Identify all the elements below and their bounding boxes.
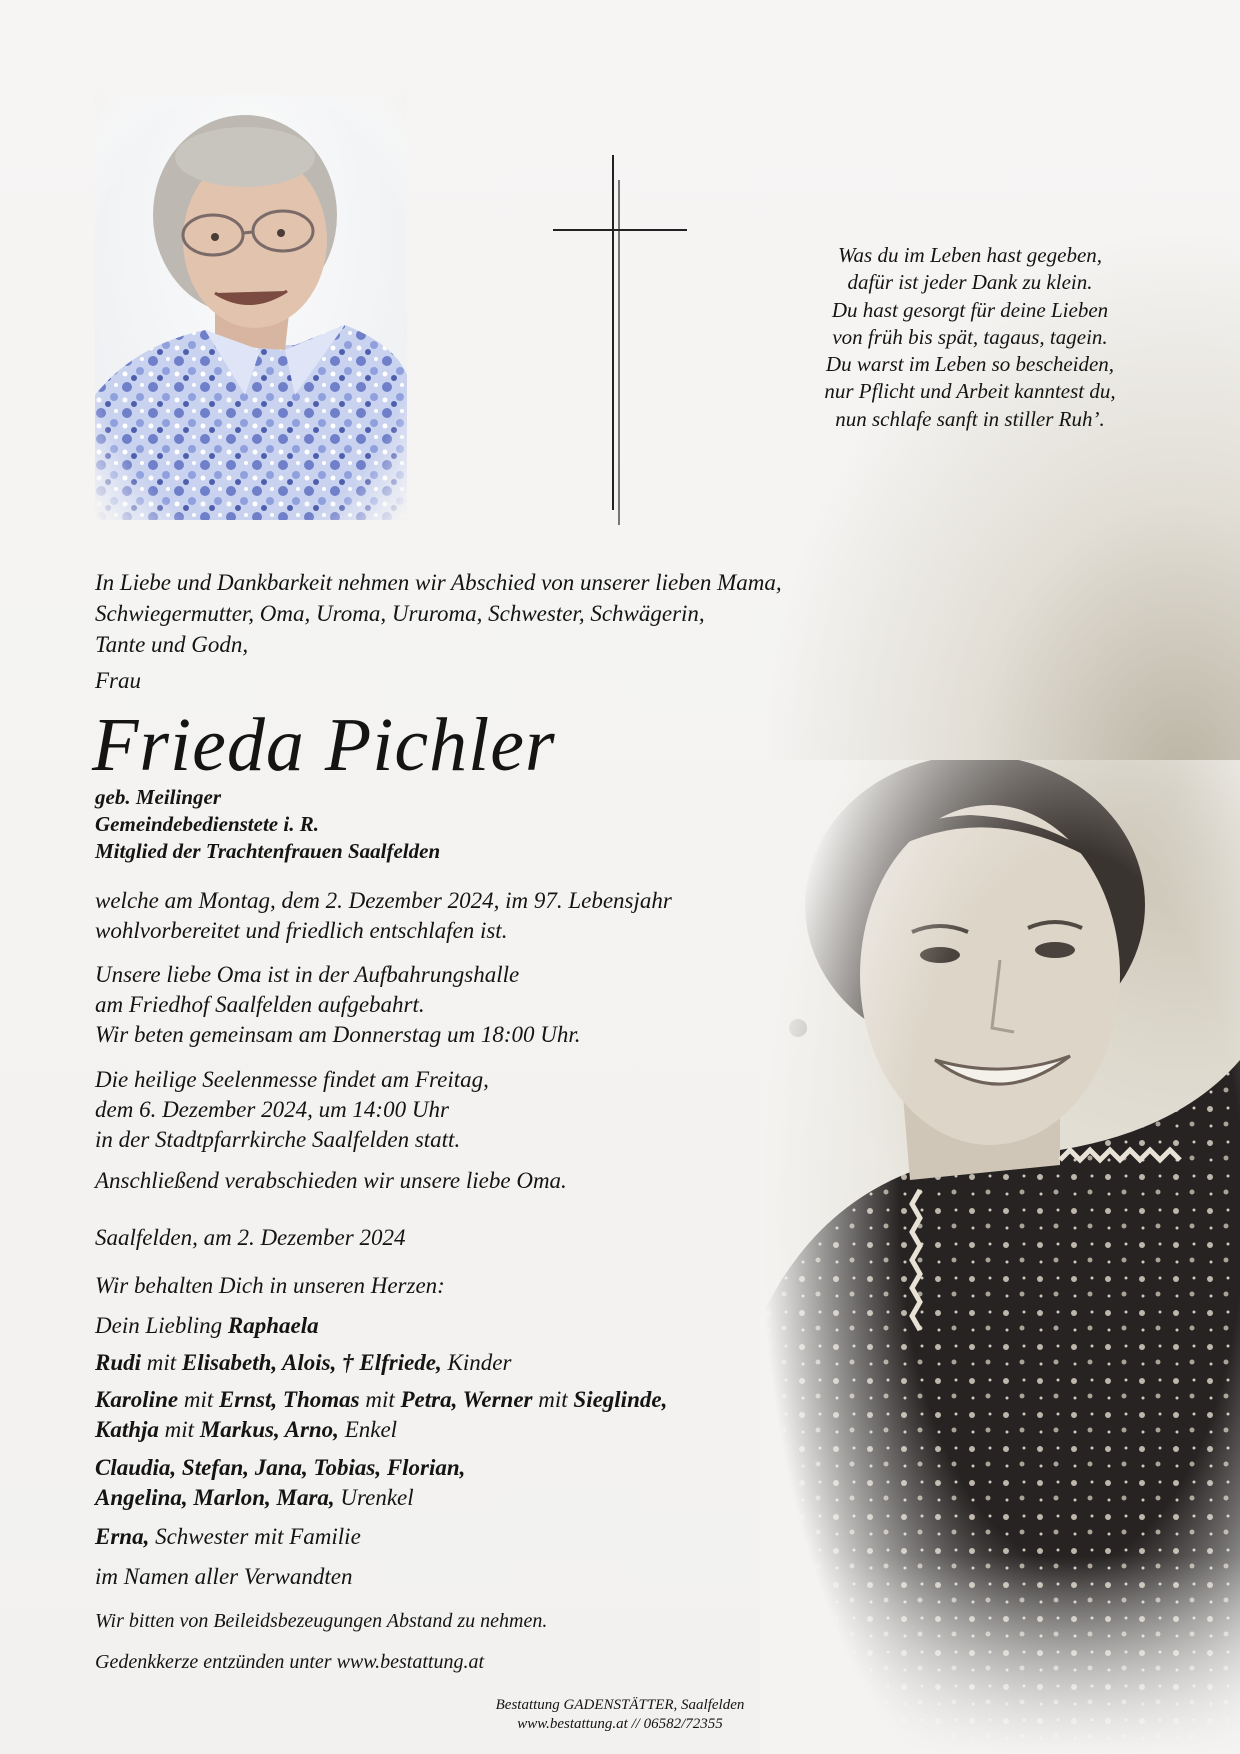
mourner-role: Schwester mit Familie — [155, 1524, 361, 1549]
footer-line: Bestattung GADENSTÄTTER, Saalfelden — [495, 1697, 745, 1713]
poem-line: nun schlafe sanft in stiller Ruh’. — [835, 406, 1105, 431]
portrait-photo-elderly — [95, 95, 407, 520]
intro-line: In Liebe und Dankbarkeit nehmen wir Abschied von unserer lieben Mama, — [95, 570, 782, 595]
portrait-young-illustration — [760, 760, 1240, 1754]
mourner-children — [95, 1348, 775, 1378]
intro-line: Tante und Godn, — [95, 632, 249, 657]
poem-line: dafür ist jeder Dank zu klein. — [847, 270, 1093, 295]
memorial-poem — [760, 242, 1180, 433]
place-date: Saalfelden, am 2. Dezember 2024 — [95, 1225, 406, 1250]
mourner-grandchildren — [95, 1385, 775, 1445]
viewing-line: Unsere liebe Oma ist in der Aufbahrungshalle — [95, 962, 520, 987]
viewing-line: am Friedhof Saalfelden aufgebahrt. — [95, 992, 425, 1017]
portrait-elderly-illustration — [95, 95, 407, 520]
detail-line: geb. Meilinger — [95, 785, 221, 809]
mourners-heading: Wir behalten Dich in unseren Herzen: — [95, 1273, 445, 1298]
mourner-role: Enkel — [344, 1417, 398, 1442]
detail-line: Mitglied der Trachtenfrauen Saalfelden — [95, 839, 441, 863]
passing-line: welche am Montag, dem 2. Dezember 2024, im 97. Lebensjahr — [95, 888, 672, 913]
footer-line: www.bestattung.at // 06582/72355 — [517, 1716, 723, 1732]
mourner-role: Kinder — [447, 1350, 512, 1375]
mourner-relatives: im Namen aller Verwandten — [95, 1564, 353, 1589]
farewell-text: Anschließend verabschieden wir unsere liebe Oma. — [95, 1168, 567, 1193]
poem-line: nur Pflicht und Arbeit kanntest du, — [824, 379, 1116, 404]
mourner-name: Raphaela — [227, 1313, 319, 1338]
intro-text — [95, 567, 915, 660]
mourner-name: Rudi — [95, 1350, 142, 1375]
mourner-great-grandchildren — [95, 1453, 775, 1513]
cross-icon — [550, 155, 690, 525]
mourner-name: Ernst, Thomas — [218, 1387, 360, 1412]
mourner-name: Angelina, Marlon, Mara, — [95, 1485, 335, 1510]
mourner-name: Petra, Werner — [400, 1387, 533, 1412]
viewing-line: Wir beten gemeinsam am Donnerstag um 18:00 Uhr. — [95, 1022, 581, 1047]
passing-line: wohlvorbereitet und friedlich entschlafen ist. — [95, 918, 508, 943]
mass-text — [95, 1065, 775, 1155]
mourner-connector: mit — [538, 1387, 568, 1412]
mourner-name: Erna, — [95, 1524, 150, 1549]
poem-line: Was du im Leben hast gegeben, — [837, 243, 1103, 267]
mourner-name: Kathja — [95, 1417, 159, 1442]
mourner-name: Elisabeth, Alois, † Elfriede, — [181, 1350, 442, 1375]
mourner-sister — [95, 1522, 775, 1552]
mourner-role: Urenkel — [340, 1485, 414, 1510]
detail-line: Gemeindebedienstete i. R. — [95, 812, 319, 836]
mourner-connector: mit — [146, 1350, 177, 1375]
mass-line: in der Stadtpfarrkirche Saalfelden statt. — [95, 1127, 461, 1152]
portrait-photo-young — [760, 760, 1240, 1754]
mourner-relation: Dein Liebling — [95, 1313, 223, 1338]
deceased-details — [95, 784, 440, 865]
mourner-name: Sieglinde, — [573, 1387, 668, 1412]
mourner-connector: mit — [365, 1387, 395, 1412]
mourner-connector: mit — [164, 1417, 195, 1442]
mourner-name: Markus, Arno, — [199, 1417, 339, 1442]
poem-line: von früh bis spät, tagaus, tagein. — [832, 324, 1108, 349]
intro-line: Schwiegermutter, Oma, Uroma, Ururoma, Schwester, Schwägerin, — [95, 601, 705, 626]
candle-note: Gedenkkerze entzünden unter www.bestattung.at — [95, 1651, 485, 1673]
salutation: Frau — [95, 668, 141, 693]
poem-line: Du warst im Leben so bescheiden, — [825, 352, 1115, 377]
mourner-name: Claudia, Stefan, Jana, Tobias, Florian, — [95, 1455, 466, 1480]
mass-line: dem 6. Dezember 2024, um 14:00 Uhr — [95, 1097, 449, 1122]
mourner-connector: mit — [183, 1387, 214, 1412]
viewing-text — [95, 960, 775, 1050]
passing-text — [95, 886, 775, 946]
condolence-note: Wir bitten von Beileidsbezeugungen Abstand zu nehmen. — [95, 1610, 548, 1632]
mourner-name: Karoline — [95, 1387, 179, 1412]
poem-line: Du hast gesorgt für deine Lieben — [831, 297, 1109, 322]
mass-line: Die heilige Seelenmesse findet am Freitag, — [95, 1067, 489, 1092]
deceased-name: Frieda Pichler — [92, 703, 556, 787]
mourner-favorite — [95, 1311, 775, 1341]
funeral-home-footer — [420, 1696, 820, 1734]
